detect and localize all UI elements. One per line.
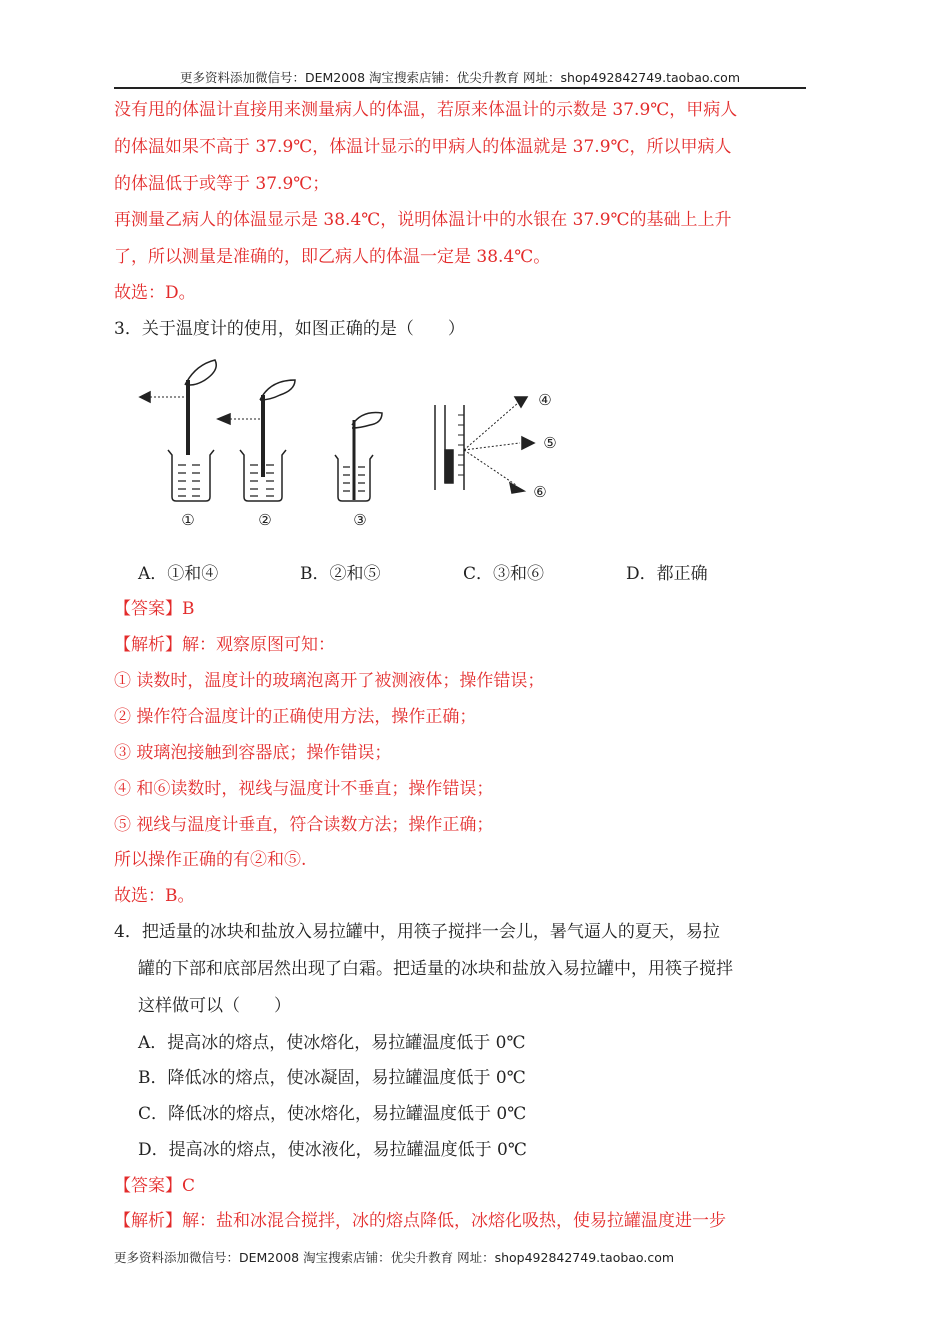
answer: 【答案】C bbox=[114, 1176, 196, 1196]
analysis-line: 没有甩的体温计直接用来测量病人的体温，若原来体温计的示数是 37.9℃，甲病人 bbox=[114, 100, 738, 120]
question-4-stem: 4．把适量的冰块和盐放入易拉罐中，用筷子搅拌一会儿，暑气逼人的夏天，易拉 bbox=[114, 922, 720, 942]
option-d: D．都正确 bbox=[626, 564, 708, 584]
analysis-line: 了，所以测量是准确的，即乙病人的体温一定是 38.4℃。 bbox=[114, 247, 551, 267]
question-4-stem: 罐的下部和底部居然出现了白霜。把适量的冰块和盐放入易拉罐中，用筷子搅拌 bbox=[138, 959, 733, 979]
analysis-line: ⑤ 视线与温度计垂直，符合读数方法；操作正确； bbox=[114, 815, 494, 835]
header-rule bbox=[114, 87, 806, 89]
analysis-line: 故选：D。 bbox=[114, 283, 196, 303]
page-header: 更多资料添加微信号：DEM2008 淘宝搜索店铺：优尖升教育 网址：shop492842749.taobao.com bbox=[179, 70, 741, 85]
analysis-line: ② 操作符合温度计的正确使用方法，操作正确； bbox=[114, 707, 477, 727]
option-b: B．②和⑤ bbox=[300, 564, 381, 584]
analysis-line: ① 读数时，温度计的玻璃泡离开了被测液体；操作错误； bbox=[114, 671, 545, 691]
figure-label: ② bbox=[258, 511, 272, 529]
figure-label: ① bbox=[181, 511, 195, 529]
figure-label: ⑤ bbox=[543, 434, 557, 452]
option-b: B．降低冰的熔点，使冰凝固，易拉罐温度低于 0℃ bbox=[138, 1068, 526, 1088]
thermometer-figure bbox=[130, 355, 580, 540]
analysis-line: 故选：B。 bbox=[114, 886, 195, 906]
figure-label: ③ bbox=[353, 511, 367, 529]
analysis-line: 所以操作正确的有②和⑤. bbox=[114, 850, 307, 870]
option-d: D．提高冰的熔点，使冰液化，易拉罐温度低于 0℃ bbox=[138, 1140, 527, 1160]
option-c: C．降低冰的熔点，使冰熔化，易拉罐温度低于 0℃ bbox=[138, 1104, 527, 1124]
page-footer: 更多资料添加微信号：DEM2008 淘宝搜索店铺：优尖升教育 网址：shop492842749.taobao.com bbox=[114, 1250, 675, 1265]
option-c: C．③和⑥ bbox=[463, 564, 545, 584]
analysis-line: 的体温低于或等于 37.9℃； bbox=[114, 174, 330, 194]
analysis-line: ④ 和⑥读数时，视线与温度计不垂直；操作错误； bbox=[114, 779, 494, 799]
option-a: A．提高冰的熔点，使冰熔化，易拉罐温度低于 0℃ bbox=[138, 1033, 526, 1053]
question-4-stem: 这样做可以（ ） bbox=[138, 996, 291, 1016]
analysis-line: 再测量乙病人的体温显示是 38.4℃，说明体温计中的水银在 37.9℃的基础上上升 bbox=[114, 210, 732, 230]
analysis-line: ③ 玻璃泡接触到容器底；操作错误； bbox=[114, 743, 392, 763]
figure-label: ④ bbox=[538, 391, 552, 409]
question-3-stem: 3．关于温度计的使用，如图正确的是（ ） bbox=[114, 319, 465, 339]
analysis-line: 【解析】解：盐和冰混合搅拌，冰的熔点降低，冰熔化吸热，使易拉罐温度进一步 bbox=[114, 1211, 726, 1231]
answer: 【答案】B bbox=[114, 599, 195, 619]
option-a: A．①和④ bbox=[138, 564, 219, 584]
analysis-line: 【解析】解：观察原图可知： bbox=[114, 635, 335, 655]
figure-label: ⑥ bbox=[533, 483, 547, 501]
analysis-line: 的体温如果不高于 37.9℃，体温计显示的甲病人的体温就是 37.9℃，所以甲病人 bbox=[114, 137, 732, 157]
